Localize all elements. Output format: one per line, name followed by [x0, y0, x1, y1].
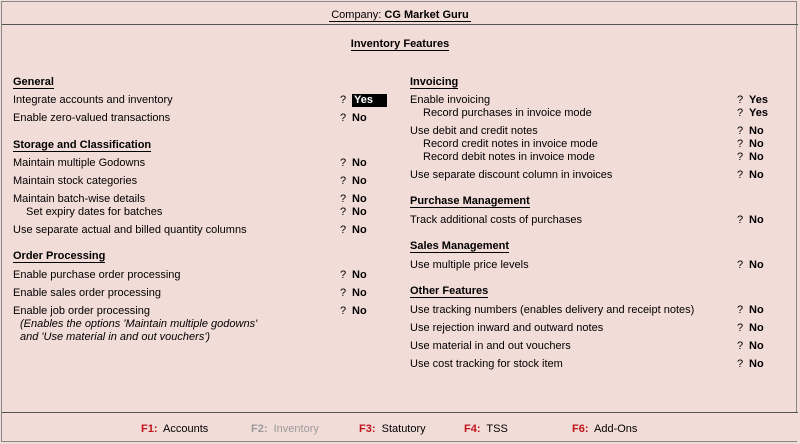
option-batch-details[interactable]: Maintain batch-wise details ? No: [13, 193, 367, 205]
header-divider: [2, 24, 798, 25]
section-order-title: Order Processing: [13, 250, 106, 262]
option-enable-invoicing[interactable]: Enable invoicing ? Yes: [410, 94, 768, 106]
option-debit-credit-notes[interactable]: Use debit and credit notes ? No: [410, 125, 764, 137]
integrate-accounts-value[interactable]: Yes: [352, 94, 387, 107]
option-record-debit-notes[interactable]: Record debit notes in invoice mode ? No: [423, 151, 764, 163]
section-other-features-title: Other Features: [410, 285, 489, 297]
material-vouchers-value[interactable]: No: [749, 340, 764, 352]
f6-addons-button[interactable]: F6: Add-Ons: [572, 423, 638, 435]
job-order-value[interactable]: No: [352, 305, 367, 317]
f2-inventory-button[interactable]: F2: Inventory: [251, 423, 319, 435]
page-title: Inventory Features: [350, 38, 450, 50]
price-levels-value[interactable]: No: [749, 259, 764, 271]
batch-details-value[interactable]: No: [352, 193, 367, 205]
option-rejection-notes[interactable]: Use rejection inward and outward notes ? No: [410, 322, 764, 334]
job-order-note-2: and 'Use material in and out vouchers'): [20, 331, 211, 343]
tracking-numbers-value[interactable]: No: [749, 304, 764, 316]
option-purchase-order[interactable]: Enable purchase order processing ? No: [13, 269, 367, 281]
option-additional-costs[interactable]: Track additional costs of purchases ? No: [410, 214, 764, 226]
rejection-notes-value[interactable]: No: [749, 322, 764, 334]
enable-invoicing-value[interactable]: Yes: [749, 94, 768, 106]
option-stock-categories[interactable]: Maintain stock categories ? No: [13, 175, 367, 187]
option-record-purchases[interactable]: Record purchases in invoice mode ? Yes: [423, 107, 768, 119]
actual-billed-value[interactable]: No: [352, 224, 367, 236]
stock-categories-value[interactable]: No: [352, 175, 367, 187]
additional-costs-value[interactable]: No: [749, 214, 764, 226]
option-godowns[interactable]: Maintain multiple Godowns ? No: [13, 157, 367, 169]
section-general-title: General: [13, 76, 54, 88]
f3-statutory-button[interactable]: F3: Statutory: [359, 423, 426, 435]
section-purchase-mgmt-title: Purchase Management: [410, 195, 530, 207]
zero-valued-value[interactable]: No: [352, 112, 367, 124]
record-debit-notes-value[interactable]: No: [749, 151, 764, 163]
option-actual-billed[interactable]: Use separate actual and billed quantity columns ? No: [13, 224, 367, 236]
section-storage-title: Storage and Classification: [13, 139, 152, 151]
record-credit-notes-value[interactable]: No: [749, 138, 764, 150]
function-key-bar: [2, 412, 798, 441]
option-cost-tracking[interactable]: Use cost tracking for stock item ? No: [410, 358, 764, 370]
cost-tracking-value[interactable]: No: [749, 358, 764, 370]
option-sales-order[interactable]: Enable sales order processing ? No: [13, 287, 367, 299]
section-invoicing-title: Invoicing: [410, 76, 459, 88]
f1-accounts-button[interactable]: F1: Accounts: [141, 423, 209, 435]
option-tracking-numbers[interactable]: Use tracking numbers (enables delivery and receipt notes) ? No: [410, 304, 764, 316]
debit-credit-notes-value[interactable]: No: [749, 125, 764, 137]
godowns-value[interactable]: No: [352, 157, 367, 169]
option-zero-valued[interactable]: Enable zero-valued transactions ? No: [13, 112, 367, 124]
option-price-levels[interactable]: Use multiple price levels ? No: [410, 259, 764, 271]
option-material-vouchers[interactable]: Use material in and out vouchers ? No: [410, 340, 764, 352]
option-discount-column[interactable]: Use separate discount column in invoices ? No: [410, 169, 764, 181]
company-name: CG Market Guru: [384, 9, 469, 21]
expiry-dates-value[interactable]: No: [352, 206, 367, 218]
option-integrate-accounts[interactable]: Integrate accounts and inventory ? Yes: [13, 94, 373, 107]
job-order-note-1: (Enables the options 'Maintain multiple godowns': [20, 318, 258, 330]
record-purchases-value[interactable]: Yes: [749, 107, 768, 119]
option-expiry-dates[interactable]: Set expiry dates for batches ? No: [26, 206, 367, 218]
company-header: [0, 9, 800, 22]
f4-tss-button[interactable]: F4: TSS: [464, 423, 508, 435]
sales-order-value[interactable]: No: [352, 287, 367, 299]
discount-column-value[interactable]: No: [749, 169, 764, 181]
option-job-order[interactable]: Enable job order processing ? No: [13, 305, 367, 317]
option-record-credit-notes[interactable]: Record credit notes in invoice mode ? No: [423, 138, 764, 150]
company-label: Company:: [331, 9, 382, 21]
purchase-order-value[interactable]: No: [352, 269, 367, 281]
section-sales-mgmt-title: Sales Management: [410, 240, 510, 252]
